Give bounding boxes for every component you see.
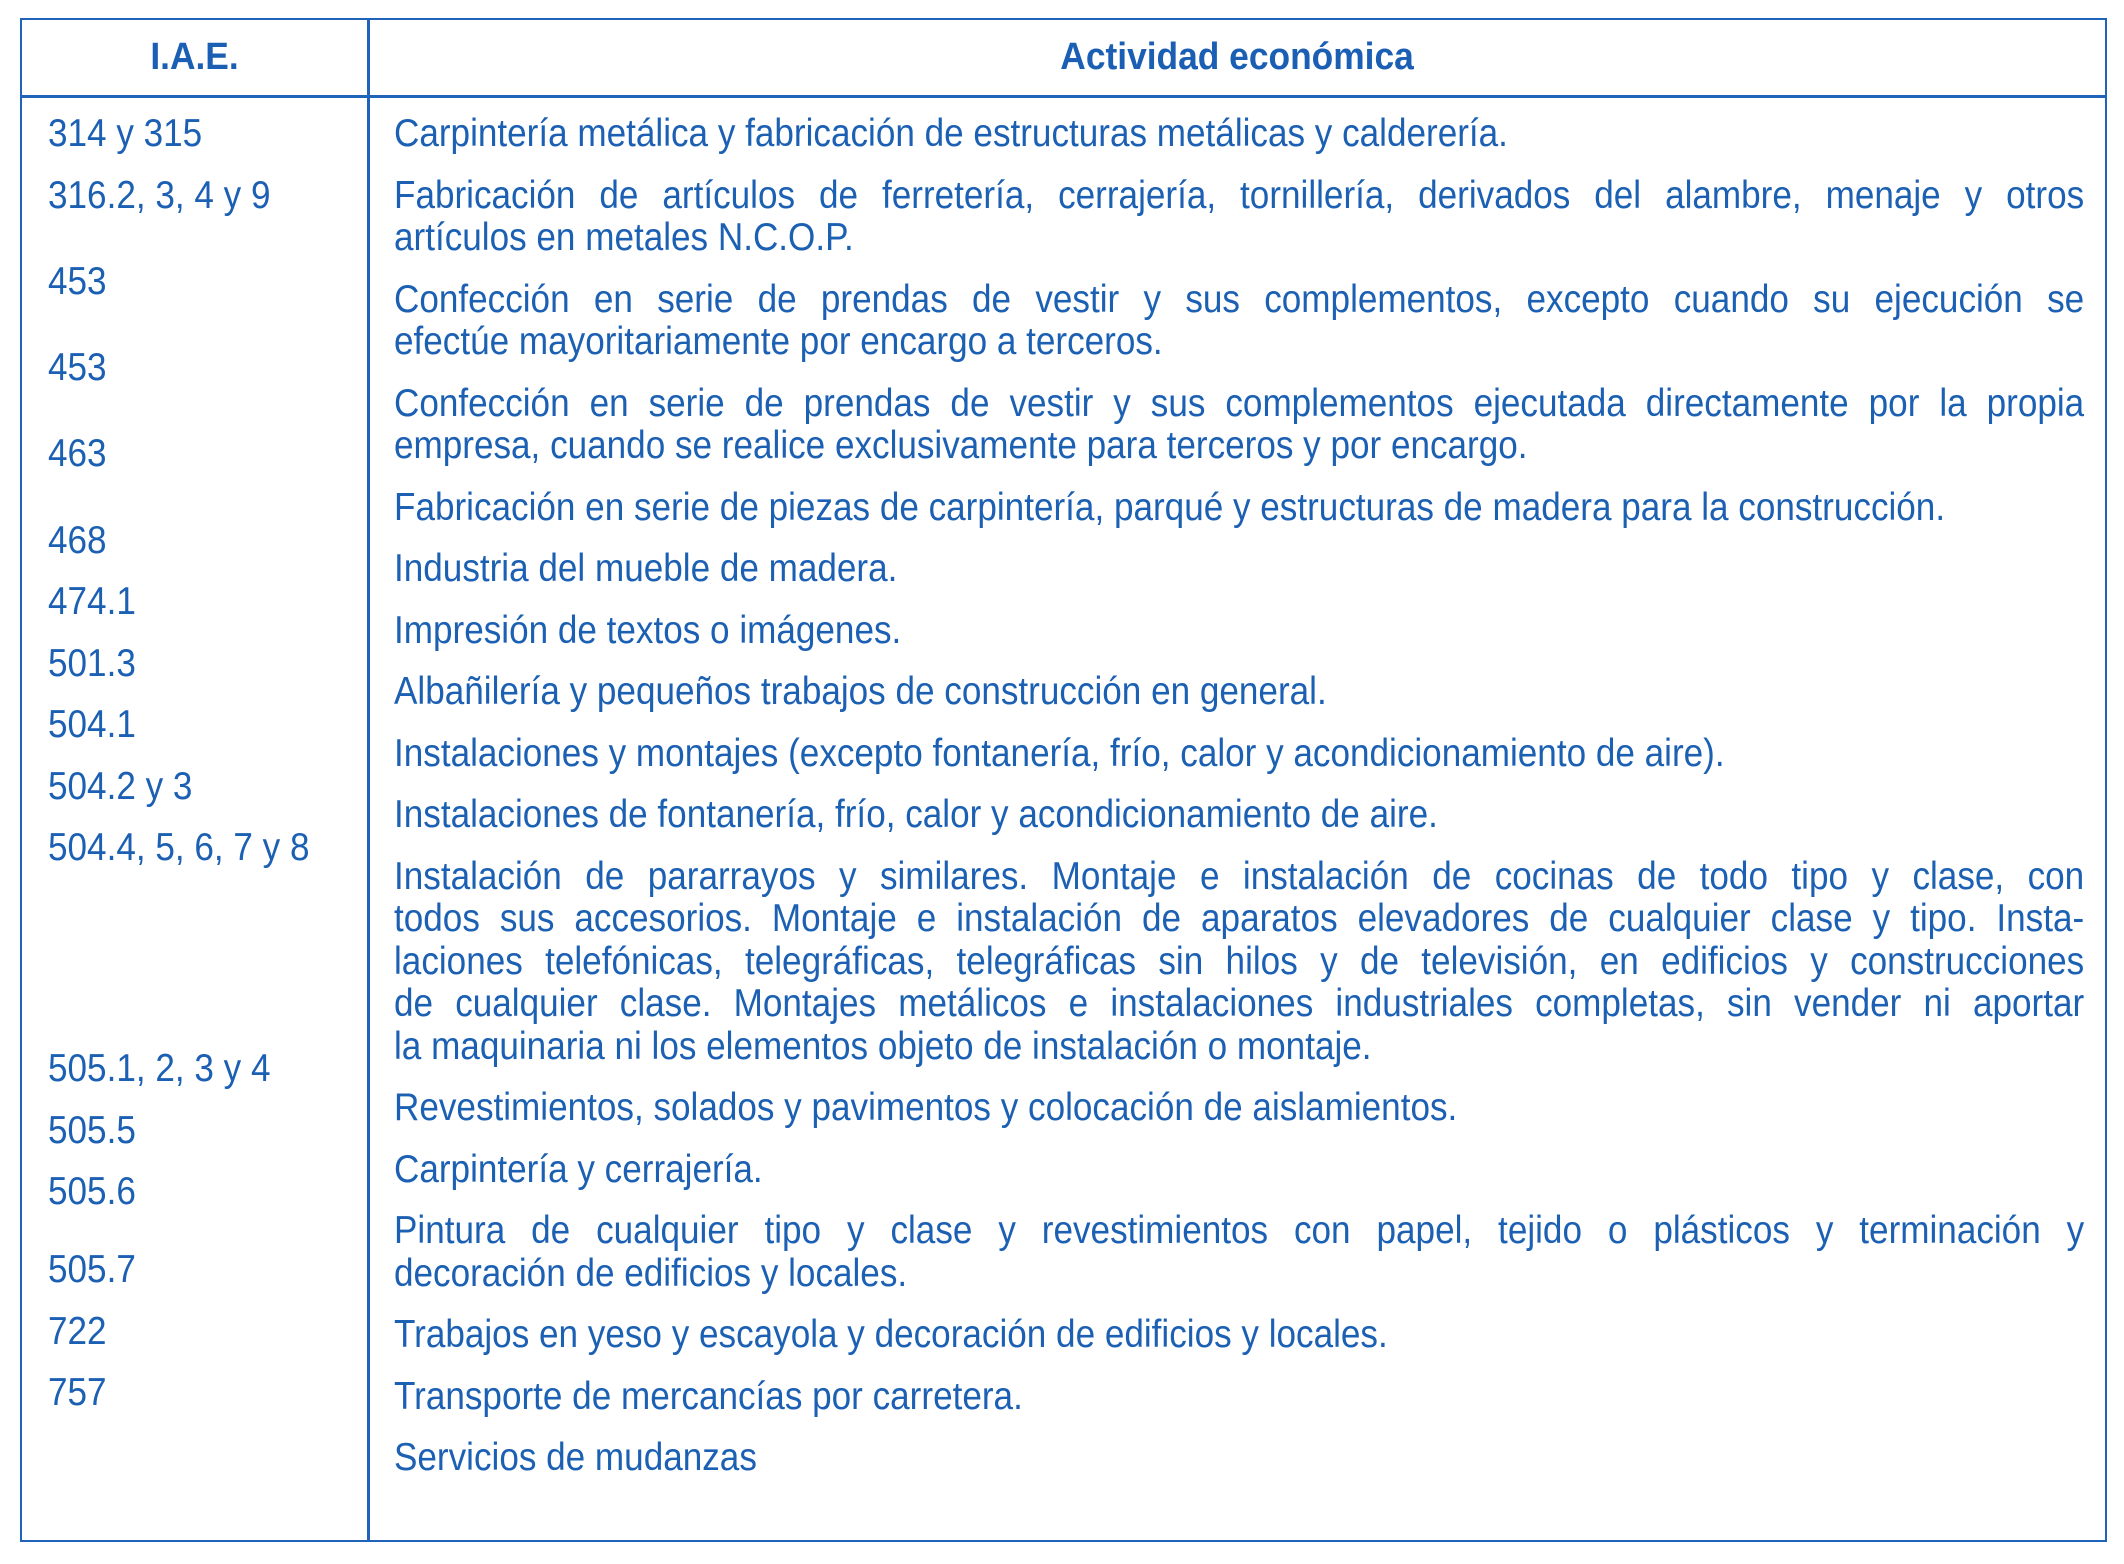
activity-description-line: laciones telefónicas, telegráficas, telegráficas sin hilos y de televisión, en edificios y construcciones: [394, 940, 2085, 983]
iae-code-column: [48, 113, 354, 1434]
iae-code: 505.6: [48, 1170, 136, 1213]
iae-code: 505.1, 2, 3 y 4: [48, 1047, 271, 1090]
activity-description-line: todos sus accesorios. Montaje e instalación de aparatos elevadores de cualquier clase y tipo. Insta-: [394, 898, 2085, 940]
header-divider: [22, 95, 2105, 98]
iae-code: 722: [48, 1309, 107, 1353]
iae-code: 505.5: [48, 1108, 136, 1152]
column-divider: [367, 20, 370, 1540]
activity-description-line: Pintura de cualquier tipo y clase y revestimientos con papel, tejido o plásticos y terminación y: [394, 1210, 2085, 1252]
activity-description-line: Confección en serie de prendas de vestir y sus complementos, excepto cuando su ejecución se: [394, 278, 2085, 321]
activity-description: [394, 279, 2084, 364]
header-activity-label: Actividad económica: [1060, 36, 1415, 78]
iae-code: 504.1: [48, 703, 136, 746]
iae-code: 504.2 y 3: [48, 764, 193, 808]
iae-code: 468: [48, 518, 107, 562]
header-iae-label: I.A.E.: [150, 36, 239, 78]
activity-description-line: empresa, cuando se realice exclusivamente para terceros y por encargo.: [394, 424, 1528, 467]
activity-description-line: Impresión de textos o imágenes.: [394, 608, 902, 652]
activity-description: [394, 548, 2084, 591]
header-activity: [370, 20, 2106, 95]
header-iae: [22, 20, 367, 95]
activity-description-line: Revestimientos, solados y pavimentos y colocación de aislamientos.: [394, 1086, 1458, 1129]
activity-description: [394, 1376, 2084, 1419]
activity-description-line: Fabricación en serie de piezas de carpintería, parqué y estructuras de madera para la construcción.: [394, 485, 1946, 529]
activity-description-line: Confección en serie de prendas de vestir y sus complementos ejecutada directamente por la propia: [394, 382, 2085, 425]
activity-description-line: Instalación de pararrayos y similares. Montaje e instalación de cocinas de todo tipo y clase, con: [394, 855, 2085, 898]
activity-description-line: decoración de edificios y locales.: [394, 1251, 908, 1295]
iae-code: 316.2, 3, 4 y 9: [48, 173, 271, 217]
activity-description-line: artículos en metales N.C.O.P.: [394, 216, 854, 259]
iae-code: 453: [48, 345, 107, 389]
activity-description: [394, 856, 2084, 1069]
activity-description: [394, 1087, 2084, 1130]
activity-description-line: Transporte de mercancías por carretera.: [394, 1374, 1023, 1418]
iae-code: 314 y 315: [48, 112, 203, 155]
activity-description: [394, 794, 2084, 837]
iae-code: 463: [48, 431, 107, 475]
iae-activity-table: [20, 18, 2107, 1542]
activity-description-line: Trabajos en yeso y escayola y decoración de edificios y locales.: [394, 1313, 1388, 1356]
activity-description: [394, 1437, 2084, 1480]
activity-description-line: Carpintería y cerrajería.: [394, 1147, 763, 1191]
iae-code: 505.7: [48, 1248, 136, 1291]
activity-description-line: Carpintería metálica y fabricación de estructuras metálicas y calderería.: [394, 112, 1508, 155]
activity-description-line: Servicios de mudanzas: [394, 1436, 757, 1479]
activity-description-line: de cualquier clase. Montajes metálicos e instalaciones industriales completas, sin vender ni aportar: [394, 983, 2085, 1025]
activity-description: [394, 610, 2084, 653]
activity-description: [394, 113, 2084, 156]
activity-description: [394, 733, 2084, 776]
iae-code: 757: [48, 1371, 107, 1414]
activity-description: [394, 1314, 2084, 1357]
iae-code: 504.4, 5, 6, 7 y 8: [48, 826, 310, 869]
activity-column: [394, 113, 2084, 1499]
activity-description-line: Fabricación de artículos de ferretería, cerrajería, tornillería, derivados del alambre, menaje y otros: [394, 174, 2085, 217]
activity-description-line: Instalaciones y montajes (excepto fontanería, frío, calor y acondicionamiento de aire).: [394, 731, 1725, 775]
activity-description: [394, 1149, 2084, 1192]
iae-code: 474.1: [48, 580, 136, 623]
activity-description-line: Instalaciones de fontanería, frío, calor y acondicionamiento de aire.: [394, 793, 1438, 836]
activity-description: [394, 671, 2084, 714]
activity-description-line: Industria del mueble de madera.: [394, 547, 898, 590]
iae-code: 501.3: [48, 641, 136, 685]
activity-description-line: Albañilería y pequeños trabajos de construcción en general.: [394, 670, 1327, 713]
activity-description: [394, 383, 2084, 468]
activity-description-line: la maquinaria ni los elementos objeto de instalación o montaje.: [394, 1024, 1372, 1068]
activity-description: [394, 175, 2084, 260]
activity-description: [394, 487, 2084, 530]
iae-code: 453: [48, 259, 107, 303]
activity-description: [394, 1210, 2084, 1295]
activity-description-line: efectúe mayoritariamente por encargo a terceros.: [394, 320, 1163, 363]
